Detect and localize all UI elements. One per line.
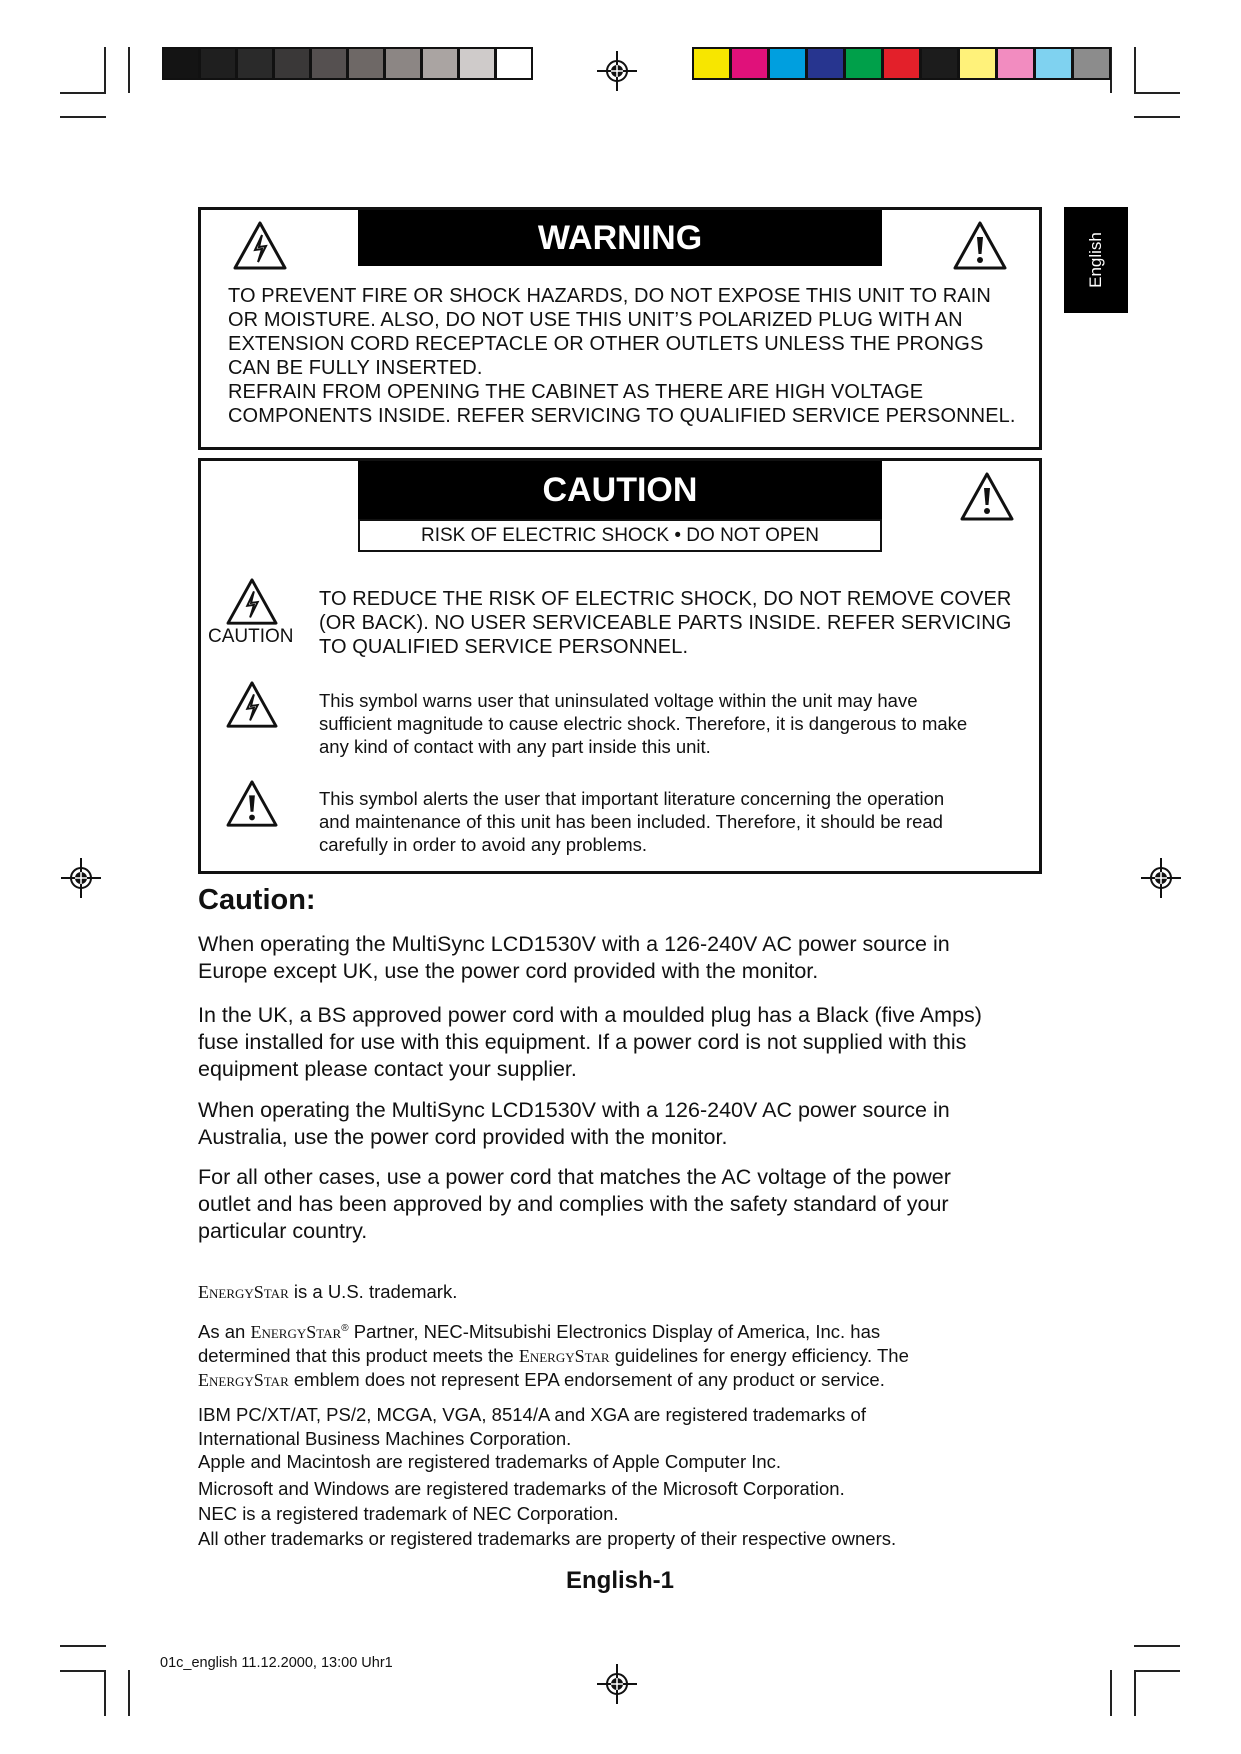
- color-swatch: [384, 47, 422, 80]
- caution-icon-label: CAUTION: [208, 626, 294, 647]
- color-swatch: [920, 47, 959, 80]
- attention-icon: [224, 779, 280, 829]
- footer-slug: 01c_english 11.12.2000, 13:00 Uhr1: [160, 1655, 393, 1671]
- caution-heading: Caution:: [198, 884, 316, 916]
- caution-paragraph-3: This symbol alerts the user that important literature concerning the operation and maintenance of this unit has been included. Therefore, it should be read carefully in order to avoid any problems.: [319, 788, 945, 855]
- attention-icon: [952, 220, 1008, 272]
- color-swatch: [958, 47, 997, 80]
- warning-title: WARNING: [358, 210, 882, 266]
- caution-subtitle: RISK OF ELECTRIC SHOCK • DO NOT OPEN: [358, 519, 882, 552]
- high-voltage-icon: [224, 680, 280, 730]
- caution-paragraph-europe: When operating the MultiSync LCD1530V with a 126-240V AC power source in Europe except UK, use the power cord provided with the monitor.: [198, 932, 950, 983]
- language-tab-label: English: [1086, 232, 1105, 288]
- color-swatch: [692, 47, 731, 80]
- color-swatch: [1072, 47, 1111, 80]
- registration-mark-icon: [597, 1664, 637, 1704]
- registration-mark-icon: [1141, 858, 1181, 898]
- trademark-microsoft: Microsoft and Windows are registered trademarks of the Microsoft Corporation.: [198, 1478, 845, 1499]
- color-swatch: [236, 47, 274, 80]
- trademark-nec: NEC is a registered trademark of NEC Corporation.: [198, 1503, 619, 1524]
- trademark-ibm: IBM PC/XT/AT, PS/2, MCGA, VGA, 8514/A and XGA are registered trademarks of International Business Machines Corporation.: [198, 1404, 866, 1449]
- caution-paragraph-uk: In the UK, a BS approved power cord with a moulded plug has a Black (five Amps) fuse installed for use with this equipment. If a power cord is not supplied with this equipment please contact your supplier.: [198, 1003, 982, 1081]
- attention-icon: [959, 471, 1015, 523]
- high-voltage-icon: [224, 577, 280, 627]
- color-swatch: [730, 47, 769, 80]
- caution-paragraph-australia: When operating the MultiSync LCD1530V with a 126-240V AC power source in Australia, use the power cord provided with the monitor.: [198, 1098, 950, 1149]
- warning-text: TO PREVENT FIRE OR SHOCK HAZARDS, DO NOT EXPOSE THIS UNIT TO RAIN OR MOISTURE. ALSO, DO NOT USE THIS UNIT’S POLARIZED PLUG WITH AN EXTENSION CORD RECEPTACLE OR OTHER OUTLETS UNLESS THE PRONGS CAN BE FULLY INSERTED. REFRAIN FROM OPENING THE CABINET AS THERE ARE HIGH VOLTAGE COMPONENTS INSIDE. REFER SERVICING TO QUALIFIED SERVICE PERSONNEL.: [228, 285, 1016, 427]
- language-tab: [1064, 207, 1128, 313]
- color-swatch: [806, 47, 845, 80]
- color-swatch: [495, 47, 533, 80]
- trademark-energystar-partner: As an EnergyStar® Partner, NEC-Mitsubishi Electronics Display of America, Inc. has determined that this product meets the EnergyStar guidelines for energy efficiency. The EnergyStar emblem does not represent EPA endorsement of any product or service.: [198, 1321, 909, 1391]
- warning-box: [198, 207, 1042, 450]
- caution-title: CAUTION: [358, 461, 882, 519]
- color-swatch: [273, 47, 311, 80]
- caution-paragraph-other: For all other cases, use a power cord that matches the AC voltage of the power outlet and has been approved by and complies with the safety standard of your particular country.: [198, 1165, 951, 1243]
- color-swatch: [162, 47, 200, 80]
- registration-mark-icon: [597, 51, 637, 91]
- caution-box: [198, 458, 1042, 874]
- color-swatch: [768, 47, 807, 80]
- caution-paragraph-2: This symbol warns user that uninsulated voltage within the unit may have sufficient magnitude to cause electric shock. Therefore, it is dangerous to make any kind of contact with any part inside this unit.: [319, 690, 968, 757]
- color-swatch: [347, 47, 385, 80]
- page-number: English-1: [565, 1567, 674, 1594]
- trademark-other: All other trademarks or registered trademarks are property of their respective owners.: [198, 1528, 897, 1549]
- color-swatch: [844, 47, 883, 80]
- color-swatch: [996, 47, 1035, 80]
- color-swatch: [882, 47, 921, 80]
- trademark-energystar: EnergyStar is a U.S. trademark.: [198, 1281, 458, 1302]
- registration-mark-icon: [61, 858, 101, 898]
- caution-paragraph-1: TO REDUCE THE RISK OF ELECTRIC SHOCK, DO NOT REMOVE COVER (OR BACK). NO USER SERVICEABLE PARTS INSIDE. REFER SERVICING TO QUALIFIED SERVICE PERSONNEL.: [319, 588, 1012, 658]
- color-swatch: [199, 47, 237, 80]
- color-swatch: [1034, 47, 1073, 80]
- color-swatch: [421, 47, 459, 80]
- trademark-apple: Apple and Macintosh are registered trademarks of Apple Computer Inc.: [198, 1451, 782, 1472]
- high-voltage-icon: [232, 220, 288, 272]
- color-swatch: [310, 47, 348, 80]
- color-swatch: [458, 47, 496, 80]
